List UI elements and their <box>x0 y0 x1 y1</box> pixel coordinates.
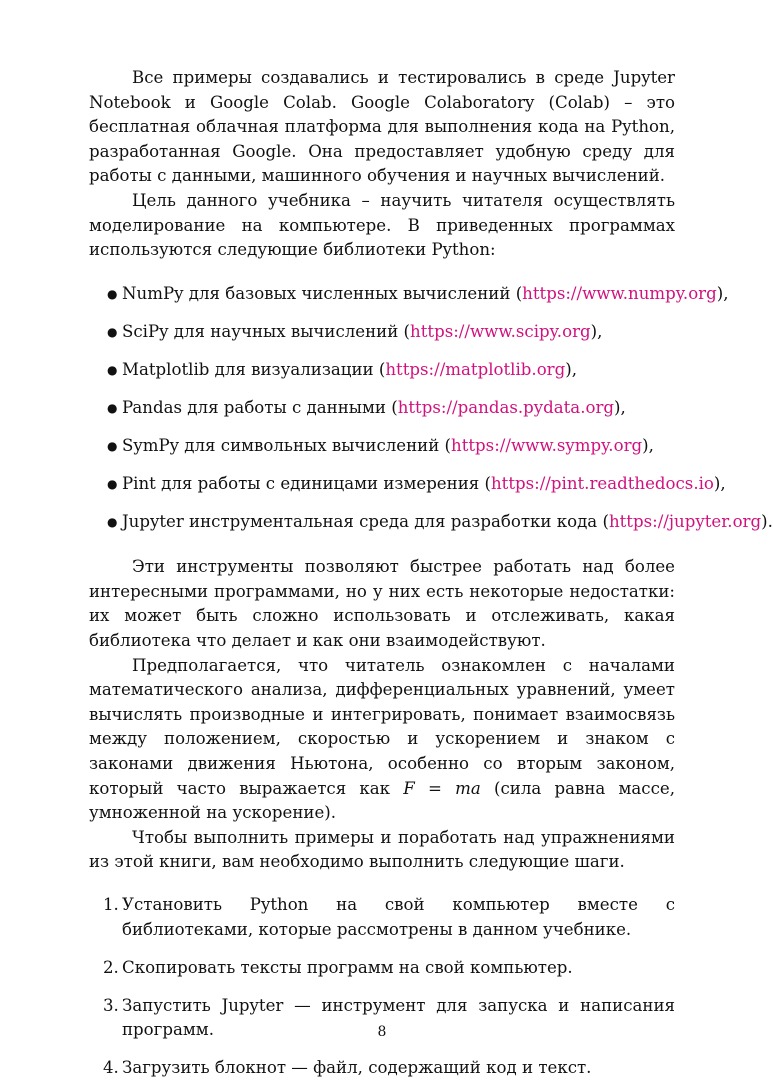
list-item <box>89 320 675 345</box>
library-link[interactable]: https://matplotlib.org <box>385 359 566 379</box>
prerequisites-text: Предполагается, что читатель ознакомлен с началами математического анализа, дифференциальных уравнений, умеет вычислять производные и интегрировать, понимает взаимосвязь между положением, скоростью и ускорением и знаком с законами движения Ньютона, особенно со вторым законом, который часто выражается как <box>89 655 675 798</box>
list-item <box>89 472 726 497</box>
library-link[interactable]: https://www.numpy.org <box>522 283 717 303</box>
list-item <box>89 1056 675 1081</box>
step-text: Запустить Jupyter — инструмент для запуска и написания программ. <box>122 995 675 1040</box>
prerequisites-tail: (сила равна массе, умноженной на ускорение). <box>89 778 675 823</box>
step-text: Установить Python на свой компьютер вместе с библиотеками, которые рассмотрены в данном учебнике. <box>122 894 675 939</box>
library-list <box>89 282 773 535</box>
library-link[interactable]: https://jupyter.org <box>608 511 762 531</box>
library-link[interactable]: https://www.sympy.org <box>451 435 643 455</box>
paragraph-environment: Все примеры создавались и тестировались в среде Jupyter Notebook и Google Colab. Google Colaboratory (Colab) – это бесплатная облачная платформа для выполнения кода на Python, разработанная Google. Она предоставляет удобную среду для работы с данными, машинного обучения и научных вычислений. <box>89 68 675 186</box>
list-item <box>89 956 675 981</box>
list-item <box>89 434 675 459</box>
list-item-tail: ), <box>642 435 654 455</box>
list-item-text: SciPy для научных вычислений ( <box>122 321 411 341</box>
list-item-tail: ), <box>590 321 603 341</box>
list-item-text: Jupyter инструментальная среда для разработки кода ( <box>122 511 609 531</box>
list-item-tail: ). <box>761 511 773 531</box>
steps-list <box>89 893 675 1081</box>
list-item <box>89 358 675 383</box>
library-link[interactable]: https://pandas.pydata.org <box>397 397 615 417</box>
page-content <box>89 66 773 1081</box>
step-text: Загрузить блокнот — файл, содержащий код и текст. <box>122 1058 592 1078</box>
list-item-text: NumPy для базовых численных вычислений ( <box>122 283 523 303</box>
list-item-tail: ), <box>614 397 626 417</box>
step-number: 1. <box>103 894 119 914</box>
step-number: 4. <box>103 1058 119 1078</box>
list-item <box>89 282 729 307</box>
list-item-tail: ), <box>713 473 726 493</box>
list-item-tail: ), <box>565 359 577 379</box>
list-item-tail: ), <box>716 283 729 303</box>
list-item-text: Pandas для работы с данными ( <box>122 397 398 417</box>
bullet-icon: ● <box>107 438 118 453</box>
bullet-icon: ● <box>107 362 118 377</box>
list-item-text: Pint для работы с единицами измерения ( <box>122 473 491 493</box>
list-item <box>89 396 675 421</box>
list-item <box>89 893 675 942</box>
list-item <box>89 510 773 535</box>
step-text: Скопировать тексты программ на свой компьютер. <box>122 957 573 977</box>
bullet-icon: ● <box>107 286 118 301</box>
page-number: 8 <box>377 1024 387 1040</box>
paragraph-steps-intro: Чтобы выполнить примеры и поработать над упражнениями из этой книги, вам необходимо выполнить следующие шаги. <box>89 827 675 872</box>
step-number: 2. <box>103 957 119 977</box>
bullet-icon: ● <box>107 514 118 529</box>
list-item-text: Matplotlib для визуализации ( <box>122 359 386 379</box>
bullet-icon: ● <box>107 324 118 339</box>
library-link[interactable]: https://pint.readthedocs.io <box>490 473 714 493</box>
paragraph-prerequisites <box>89 654 675 826</box>
paragraph-goal: Цель данного учебника – научить читателя осуществлять моделирование на компьютере. В приведенных программах используются следующие библиотеки Python: <box>89 190 675 260</box>
list-item-text: SymPy для символьных вычислений ( <box>122 435 452 455</box>
library-link[interactable]: https://www.scipy.org <box>410 321 591 341</box>
newton-formula: F = ma <box>403 778 481 798</box>
bullet-icon: ● <box>107 400 118 415</box>
step-number: 3. <box>103 995 119 1015</box>
bullet-icon: ● <box>107 476 118 491</box>
paragraph-tools: Эти инструменты позволяют быстрее работать над более интересными программами, но у них есть некоторые недостатки: их может быть сложно использовать и отслеживать, какая библиотека что делает и как они взаимодействуют. <box>89 557 675 651</box>
